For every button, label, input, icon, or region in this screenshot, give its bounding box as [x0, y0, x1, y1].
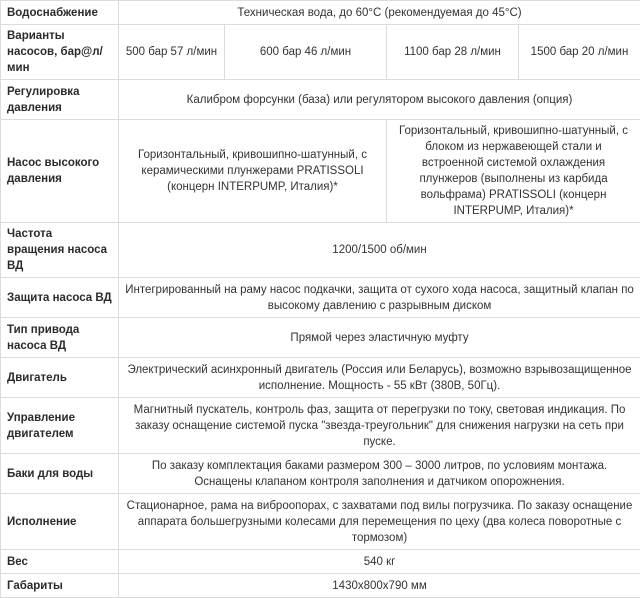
row-label: Частота вращения насоса ВД	[1, 223, 119, 278]
table-row	[1, 454, 640, 494]
row-value: Интегрированный на раму насос подкачки, защита от сухого хода насоса, защитный клапан по высокому давлению с разрывным диском	[119, 278, 640, 318]
row-value: Горизонтальный, кривошипно-шатунный, с блоком из нержавеющей стали и встроенной системой охлаждения плунжеров (выполнены из карбида вольфрама) PRATISSOLI (концерн INTERPUMP, Италия)*	[387, 120, 640, 223]
row-label: Водоснабжение	[1, 1, 119, 25]
row-value: Техническая вода, до 60°С (рекомендуемая до 45°С)	[119, 1, 640, 25]
table-row	[1, 494, 640, 550]
row-label: Вес	[1, 550, 119, 574]
row-value: Горизонтальный, кривошипно-шатунный, с керамическими плунжерами PRATISSOLI (концерн INTERPUMP, Италия)*	[119, 120, 387, 223]
pump-variant: 1500 бар 20 л/мин	[519, 25, 640, 80]
table-row	[1, 398, 640, 454]
pump-variant: 600 бар 46 л/мин	[225, 25, 387, 80]
table-row	[1, 80, 640, 120]
row-label: Регулировка давления	[1, 80, 119, 120]
row-label: Баки для воды	[1, 454, 119, 494]
row-value: 540 кг	[119, 550, 640, 574]
row-label: Габариты	[1, 574, 119, 598]
row-value: 1200/1500 об/мин	[119, 223, 640, 278]
row-value: Магнитный пускатель, контроль фаз, защита от перегрузки по току, световая индикация. По заказу оснащение системой пуска "звезда-треугольник" для снижения нагрузки на сеть при пуске.	[119, 398, 640, 454]
row-value: По заказу комплектация баками размером 300 – 3000 литров, по условиям монтажа. Оснащены клапаном контроля заполнения и датчиком опорожнения.	[119, 454, 640, 494]
table-row	[1, 223, 640, 278]
table-row	[1, 120, 640, 223]
table-row	[1, 574, 640, 598]
row-label: Исполнение	[1, 494, 119, 550]
row-value: Калибром форсунки (база) или регулятором высокого давления (опция)	[119, 80, 640, 120]
row-label: Управление двигателем	[1, 398, 119, 454]
table-row	[1, 318, 640, 358]
row-value: Прямой через эластичную муфту	[119, 318, 640, 358]
row-value: Стационарное, рама на виброопорах, с захватами под вилы погрузчика. По заказу оснащение аппарата большегрузными колесами для перемещения по цеху (два колеса поворотные с тормозом)	[119, 494, 640, 550]
row-label: Защита насоса ВД	[1, 278, 119, 318]
table-row	[1, 25, 640, 80]
table-row	[1, 358, 640, 398]
table-row	[1, 278, 640, 318]
row-label: Двигатель	[1, 358, 119, 398]
row-value: Электрический асинхронный двигатель (Россия или Беларусь), возможно взрывозащищенное исполнение. Мощность - 55 кВт (380В, 50Гц).	[119, 358, 640, 398]
row-label: Тип привода насоса ВД	[1, 318, 119, 358]
table-row	[1, 550, 640, 574]
row-value: 1430х800х790 мм	[119, 574, 640, 598]
pump-variant: 500 бар 57 л/мин	[119, 25, 225, 80]
pump-variant: 1100 бар 28 л/мин	[387, 25, 519, 80]
row-label: Насос высокого давления	[1, 120, 119, 223]
table-row	[1, 1, 640, 25]
row-label: Варианты насосов, бар@л/мин	[1, 25, 119, 80]
